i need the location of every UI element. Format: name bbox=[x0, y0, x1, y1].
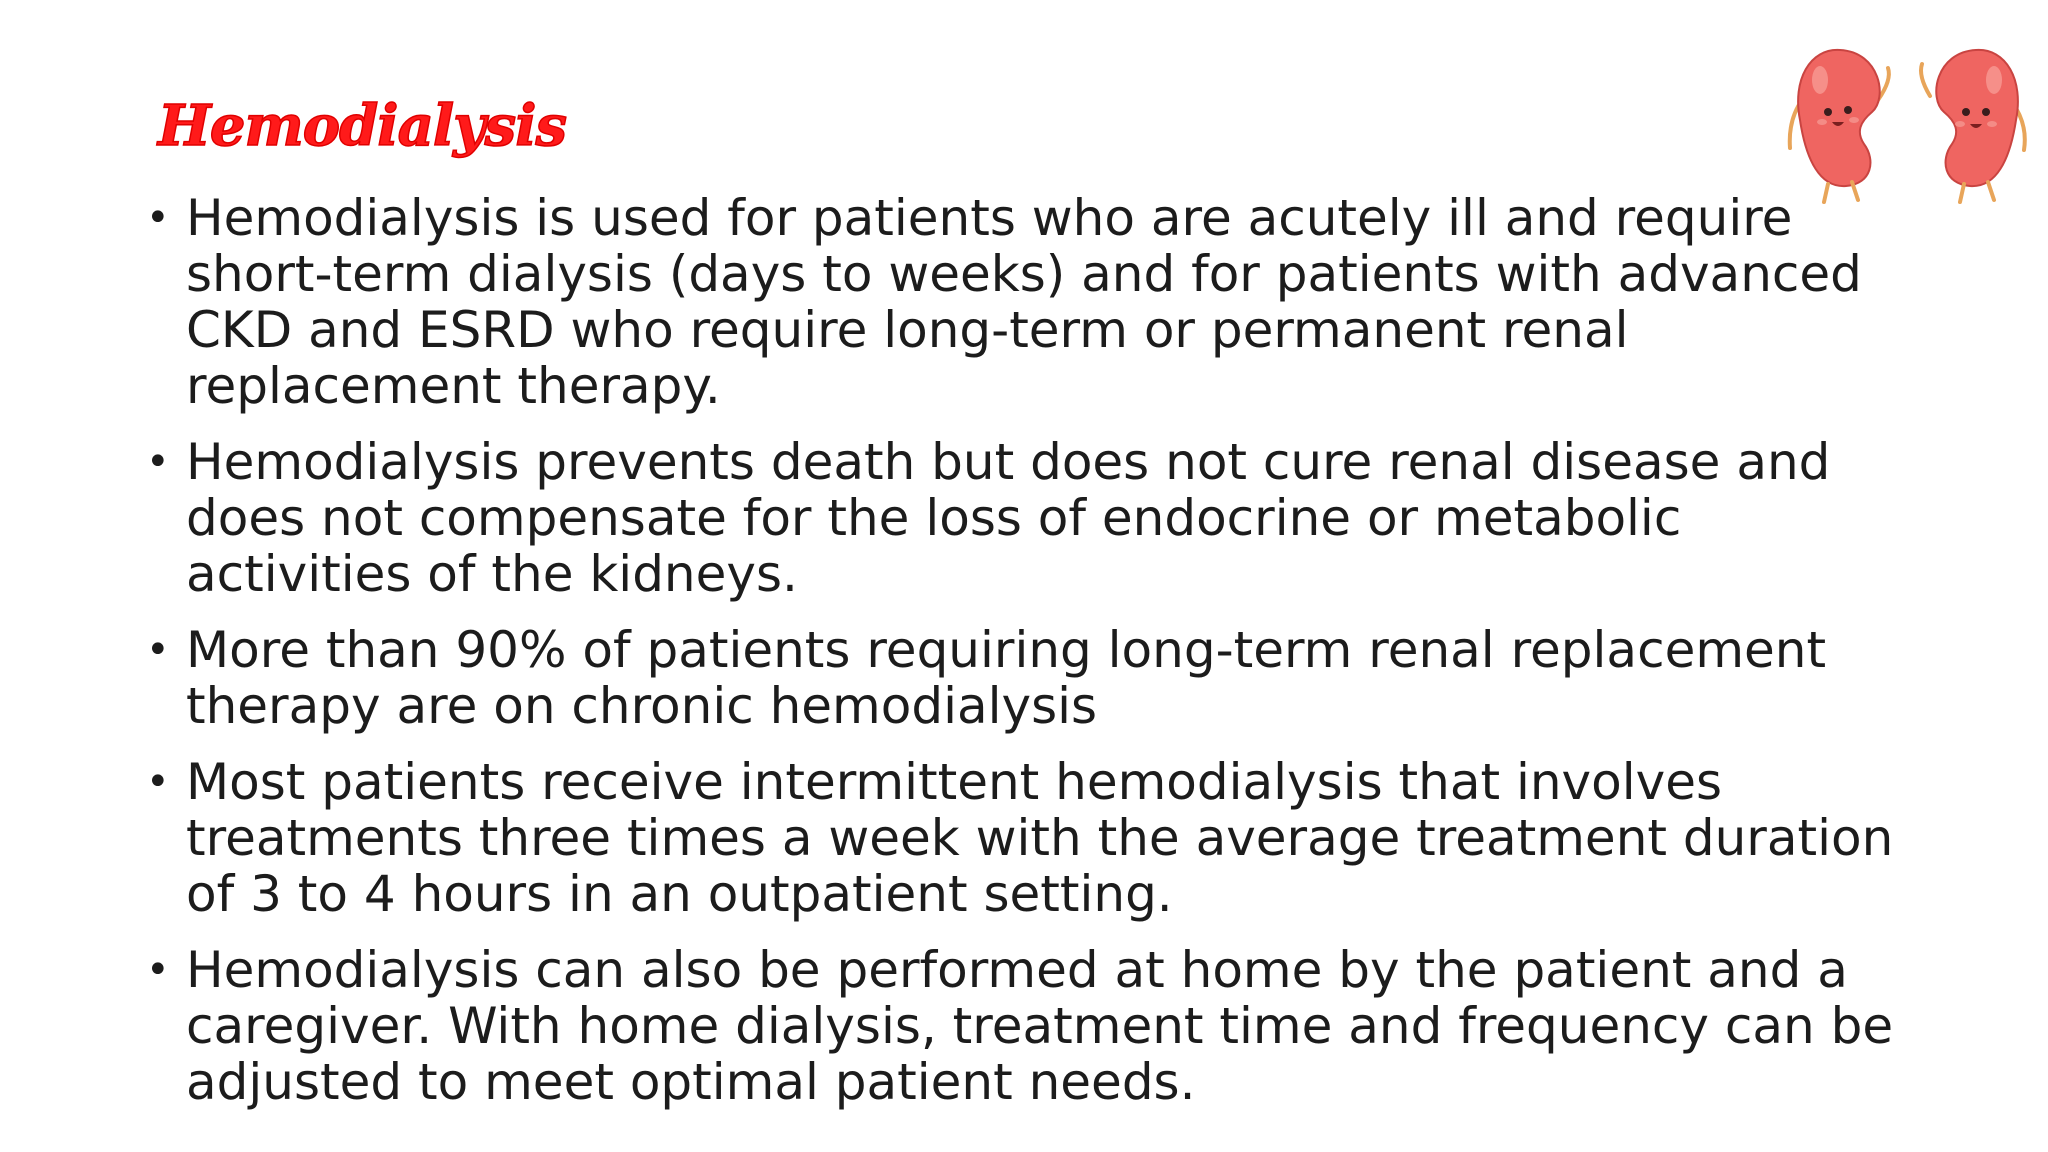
bullet-item: • Hemodialysis can also be performed at home by the patient and a caregiver. With home dialysis, treatment time and frequency can be adjusted to meet optimal patient needs. bbox=[140, 942, 1920, 1110]
bullet-list bbox=[140, 190, 1920, 1130]
left-kidney-icon bbox=[1790, 50, 1889, 202]
right-kidney-icon bbox=[1921, 50, 2025, 202]
slide-title: Hemodialysis bbox=[158, 93, 566, 159]
bullet-item: • Hemodialysis prevents death but does not cure renal disease and does not compensate for the loss of endocrine or metabolic activities of the kidneys. bbox=[140, 434, 1920, 602]
bullet-item: • More than 90% of patients requiring long-term renal replacement therapy are on chronic hemodialysis bbox=[140, 622, 1920, 734]
kidney-characters-icon bbox=[1780, 40, 2036, 215]
bullet-item: • Most patients receive intermittent hemodialysis that involves treatments three times a week with the average treatment duration of 3 to 4 hours in an outpatient setting. bbox=[140, 754, 1920, 922]
bullet-item: • Hemodialysis is used for patients who are acutely ill and require short-term dialysis (days to weeks) and for patients with advanced CKD and ESRD who require long-term or permanent renal replacement therapy. bbox=[140, 190, 1920, 414]
